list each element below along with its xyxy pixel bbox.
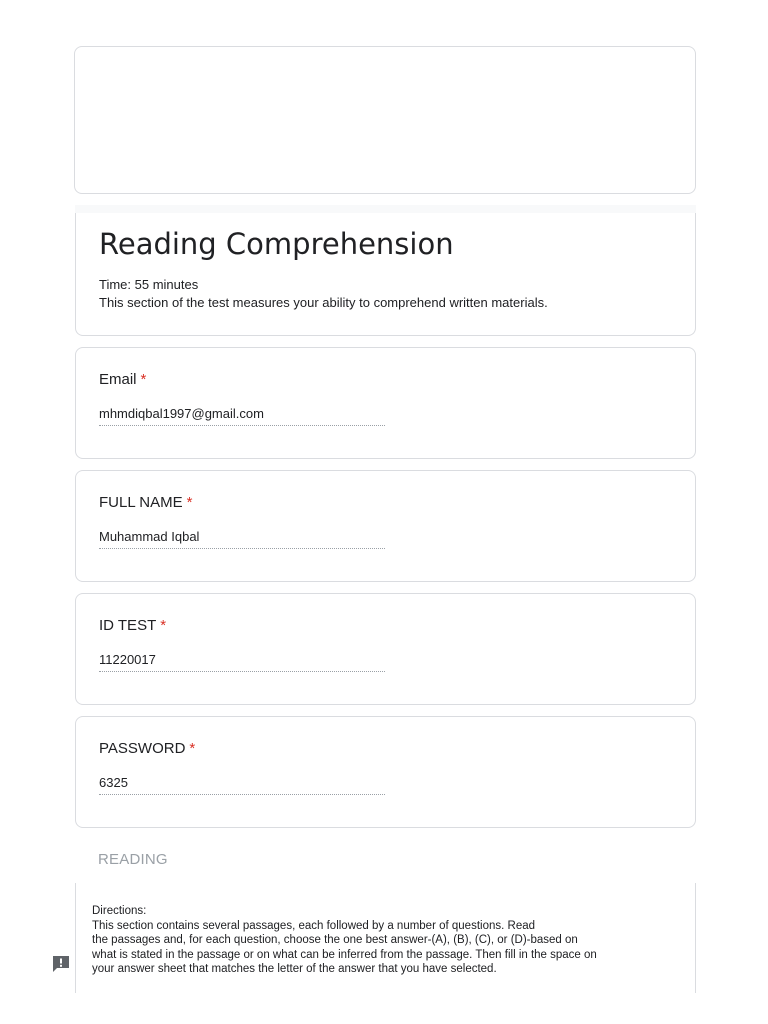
directions-line: your answer sheet that matches the letter of the answer that you have selected. [92,963,497,976]
question-label-password [99,740,195,757]
directions-line: the passages and, for each question, choose the one best answer-(A), (B), (C), or (D)-based on [92,934,578,947]
required-asterisk: * [186,494,193,511]
directions-line: This section contains several passages, each followed by a number of questions. Read [92,919,536,932]
question-title: Email [99,371,137,388]
question-card-email [75,347,696,459]
header-banner [74,46,696,194]
directions-text [92,904,652,977]
form-description-line2: This section of the test measures your ability to comprehend written materials. [99,295,548,310]
directions-heading: Directions: [92,905,147,917]
required-asterisk: * [160,617,167,634]
password-field[interactable]: 6325 [99,775,385,795]
form-title-card [75,205,696,336]
email-field[interactable]: mhmdiqbal1997@gmail.com [99,406,385,426]
question-title: FULL NAME [99,494,183,511]
form-description-line1: Time: 55 minutes [99,277,199,292]
question-label-id-test [99,617,166,634]
feedback-icon[interactable] [50,953,72,975]
full-name-field[interactable]: Muhammad Iqbal [99,529,385,549]
question-card-id-test [75,593,696,705]
section-title: READING [98,851,168,868]
question-title: PASSWORD [99,740,186,757]
question-label-email [99,371,146,388]
question-card-full-name [75,470,696,582]
question-card-password [75,716,696,828]
form-title: Reading Comprehension [99,227,454,261]
directions-card [75,883,696,993]
form-description [99,276,548,312]
required-asterisk: * [140,371,147,388]
question-label-full-name [99,494,192,511]
required-asterisk: * [189,740,196,757]
id-test-field[interactable]: 11220017 [99,652,385,672]
question-title: ID TEST [99,617,157,634]
directions-line: what is stated in the passage or on what can be inferred from the passage. Then fill in the space on [92,948,597,961]
